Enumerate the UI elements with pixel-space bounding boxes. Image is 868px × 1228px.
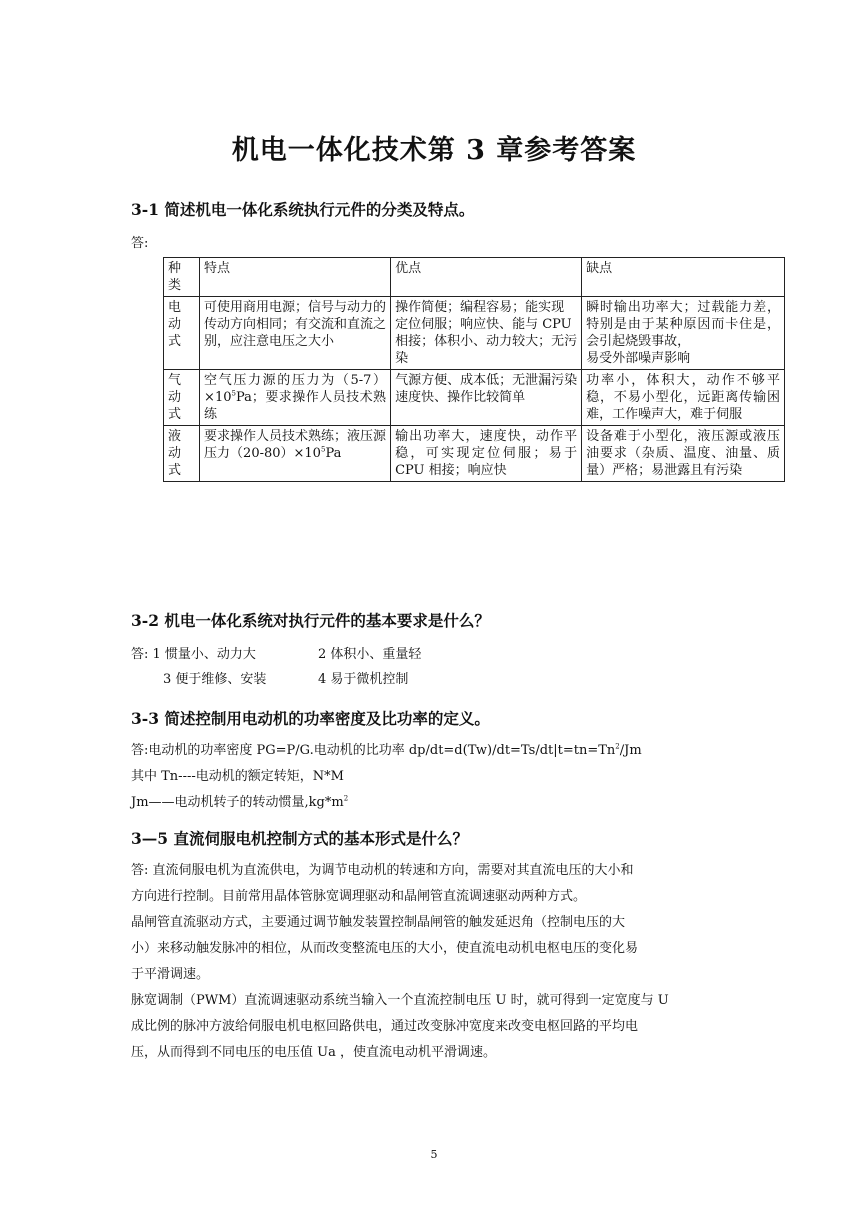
cell-line: 染	[395, 351, 409, 366]
rated-torque-line: 其中 Tn----电动机的额定转矩，N*M	[131, 769, 344, 784]
requirement-line-1	[131, 645, 422, 665]
cell-line: 气源方便、成本低；无泄漏污染	[395, 373, 578, 388]
table-header-row	[164, 258, 785, 297]
header-kind	[164, 258, 200, 297]
kind-char: 气	[168, 373, 182, 388]
kind-hydraulic	[164, 426, 200, 482]
header-kind-1: 种	[168, 261, 182, 276]
page-title: 机电一体化技术第 3 章参考答案	[231, 135, 637, 166]
formula-text: /Jm	[619, 743, 642, 758]
paragraph-line: 脉宽调制（PWM）直流调速驱动系统当输入一个直流控制电压 U 时，就可得到一定宽度与 U	[131, 993, 669, 1008]
cons-pneumatic: 功率小，体积大，动作不够平稳，不易小型化，远距离传输困难，工作噪声大，难于伺服	[582, 370, 785, 426]
kind-char: 式	[168, 334, 182, 349]
feature-hydraulic	[200, 426, 391, 482]
inertia-line	[131, 793, 348, 813]
formula-text: 答:电动机的功率密度 PG=P/G.电动机的比功率 dp/dt=d(Tw)/dt=Ts/dt|t=tn=Tn	[131, 743, 616, 758]
paragraph-line: 晶闸管直流驱动方式，主要通过调节触发装置控制晶闸管的触发延迟角（控制电压的大	[131, 915, 626, 930]
heading-3-3: 3-3 简述控制用电动机的功率密度及比功率的定义。	[131, 709, 490, 728]
table-row	[164, 297, 785, 370]
requirement-line-2	[163, 670, 409, 690]
paragraph-line: 成比例的脉冲方波给伺服电机电枢回路供电，通过改变脉冲宽度来改变电枢回路的平均电	[131, 1019, 639, 1034]
cell-line: 操作简便；编程容易；能实现	[395, 300, 565, 315]
requirement-1: 答: 1 惯量小、动力大	[131, 647, 256, 662]
feature-pneumatic	[200, 370, 391, 426]
cell-line: 定位伺服；响应快、能与 CPU	[395, 317, 572, 332]
formula-text: Jm——电动机转子的转动惯量,kg*m	[131, 795, 344, 810]
kind-char: 液	[168, 429, 182, 444]
kind-char: 式	[168, 407, 182, 422]
cell-line: 可使用商用电源；信号与动力的	[204, 300, 387, 315]
requirement-2: 2 体积小、重量轻	[318, 647, 422, 662]
exponent: 2	[615, 742, 620, 751]
cell-line: 相接；体积小、动力较大；无污	[395, 334, 578, 349]
header-pros: 优点	[391, 258, 582, 297]
cell-line: 传动方向相同；有交流和直流之	[204, 317, 387, 332]
cell-text: Pa；要求操作人员技术熟练	[204, 390, 387, 422]
cell-line: 别，应注意电压之大小	[204, 334, 335, 349]
paragraph-line: 方向进行控制。目前常用晶体管脉宽调理驱动和晶闸管直流调速驱动两种方式。	[131, 889, 587, 904]
paragraph-line: 小）来移动触发脉冲的相位，从而改变整流电压的大小，使直流电动机电枢电压的变化易	[131, 941, 639, 956]
cell-text: 空气压力源的压力为（5-7）×10	[204, 373, 387, 405]
table-row	[164, 426, 785, 482]
requirement-3: 3 便于维修、安装	[163, 672, 267, 687]
power-density-line	[131, 741, 642, 761]
kind-char: 电	[168, 300, 182, 315]
page-number: 5	[430, 1148, 438, 1161]
heading-3-5: 3—5 直流伺服电机控制方式的基本形式是什么？	[131, 829, 468, 848]
heading-3-2: 3-2 机电一体化系统对执行元件的基本要求是什么？	[131, 611, 490, 630]
pros-hydraulic: 输出功率大，速度快，动作平稳，可实现定位伺服；易于 CPU 相接；响应快	[391, 426, 582, 482]
kind-char: 式	[168, 463, 182, 478]
paragraph-line: 答: 直流伺服电机为直流供电，为调节电动机的转速和方向，需要对其直流电压的大小和	[131, 863, 634, 878]
answer-paragraph	[131, 858, 741, 1066]
pros-pneumatic	[391, 370, 582, 426]
header-feature: 特点	[200, 258, 391, 297]
exponent: 5	[231, 389, 236, 398]
kind-pneumatic	[164, 370, 200, 426]
cell-text: Pa	[325, 446, 342, 461]
pros-electric	[391, 297, 582, 370]
cons-electric	[582, 297, 785, 370]
answer-label: 答:	[131, 236, 149, 251]
kind-char: 动	[168, 446, 182, 461]
kind-char: 动	[168, 317, 182, 332]
heading-3-1: 3-1 简述机电一体化系统执行元件的分类及特点。	[131, 200, 475, 219]
exponent: 2	[343, 794, 349, 803]
kind-char: 动	[168, 390, 182, 405]
header-kind-2: 类	[168, 278, 182, 293]
exponent: 5	[320, 445, 326, 454]
cell-line: 速度快、操作比较简单	[395, 390, 526, 405]
header-cons: 缺点	[582, 258, 785, 297]
actuator-table	[163, 257, 785, 482]
feature-electric	[200, 297, 391, 370]
cons-hydraulic: 设备难于小型化，液压源或液压油要求（杂质、温度、油量、质量）严格；易泄露且有污染	[582, 426, 785, 482]
cell-line: 瞬时输出功率大；过载能力差，特别是由于某种原因而卡住是，会引起烧毁事故，	[586, 300, 780, 349]
table-row	[164, 370, 785, 426]
cell-line: 易受外部噪声影响	[586, 351, 691, 366]
kind-electric	[164, 297, 200, 370]
requirement-4: 4 易于微机控制	[318, 672, 409, 687]
cell-text: 要求操作人员技术熟练；液压源压力（20-80）×10	[204, 429, 387, 461]
paragraph-line: 于平滑调速。	[131, 967, 210, 982]
paragraph-line: 压，从而得到不同电压的电压值 Ua ，使直流电动机平滑调速。	[131, 1045, 496, 1060]
